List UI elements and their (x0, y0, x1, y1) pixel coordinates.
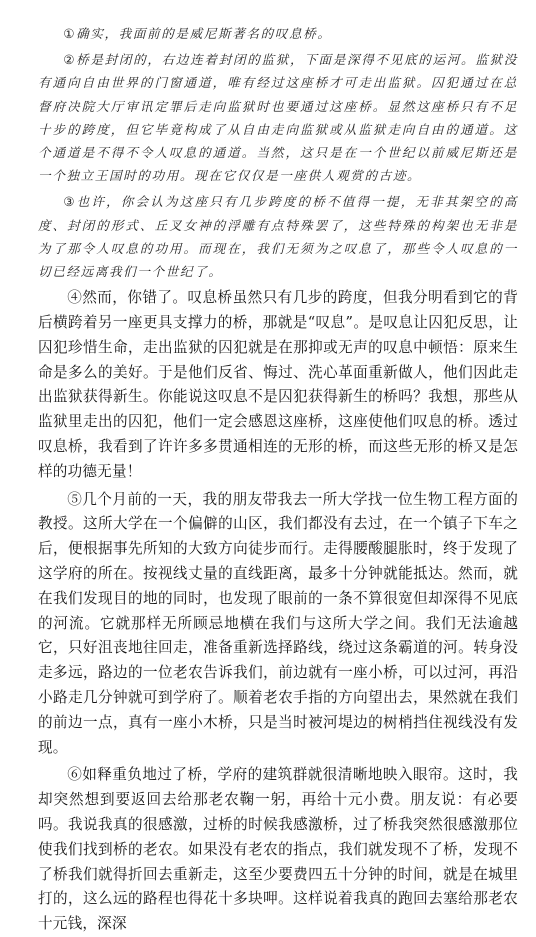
paragraph-6: ⑥如释重负地过了桥，学府的建筑群就很清晰地映入眼帘。这时，我却突然想到要返回去给那老农鞠一躬，再给十元小费。朋友说：有必要吗。我说我真的很感激，过桥的时候我感激桥，过了桥我突然很感激那位使我们找到桥的老农。如果没有老农的指点，我们就发现不了桥，发现不了桥我们就得折回去重新走，这至少要费四五十分钟的时间，就是在城里打的，这么远的路程也得花十多块呷。这样说着我真的跑回去塞给那老农十元钱，深深 (38, 766, 518, 933)
paragraph-5: ⑤几个月前的一天，我的朋友带我去一所大学找一位生物工程方面的教授。这所大学在一个偏僻的山区，我们都没有去过，在一个镇子下车之后，便根据事先所知的大致方向徒步而行。走得腰酸腿胀时，终于发现了这学府的所在。按视线丈量的直线距离，最多十分钟就能抵达。然而，就在我们发现目的地的同时，也发现了眼前的一条不算很宽但却深得不见底的河流。它就那样无所顾忌地横在我们与这所大学之间。我们无法逾越它，只好沮丧地往回走，准备重新选择路线，绕过这条霸道的河。转身没走多远，路边的一位老农告诉我们，前边就有一座小桥，可以过河，再沿小路走几分钟就可到学府了。顺着老农手指的方向望出去，果然就在我们的前边一点，真有一座小木桥，只是当时被河堤边的树梢挡住视线没有发现。 (38, 490, 518, 756)
paragraph-1: ①确实，我面前的是威尼斯著名的叹息桥。 (63, 26, 332, 41)
paragraph-2: ②桥是封闭的，右边连着封闭的监狱，下面是深得不见底的运河。监狱没有通向自由世界的门窗通道，唯有经过这座桥才可走出监狱。囚犯通过在总督府决院大厅审讯定罪后走向监狱时也要通过这座桥。显然这座桥只有不足十步的跨度，但它毕竟构成了从自由走向监狱或从监狱走向自由的通道。这个通道是不得不令人叹息的通道。当然，这只是在一个世纪以前威尼斯还是一个独立王国时的功用。现在它仅仅是一座供人观赏的古迹。 (38, 52, 518, 184)
paragraph-4: ④然而，你错了。叹息桥虽然只有几步的跨度，但我分明看到它的背后横跨着另一座更具支撑力的桥，那就是“叹息”。是叹息让囚犯反思，让囚犯珍惜生命，走出监狱的囚犯就是在那抑或无声的叹息中顿悟：原来生命是多么的美好。于是他们反省、悔过、洗心革面重新做人，他们因此走出监狱获得新生。你能说这叹息不是囚犯获得新生的桥吗？我想，那些从监狱里走出的囚犯，他们一定会感恩这座桥，这座使他们叹息的桥。透过叹息桥，我看到了许许多多贯通相连的无形的桥，而这些无形的桥又是怎样的功德无量！ (38, 289, 518, 480)
paragraph-3: ③也许，你会认为这座只有几步跨度的桥不值得一提，无非其架空的高度、封闭的形式、丘叉女神的浮雕有点特殊罢了，这些特殊的构架也无非是为了那令人叹息的功用。而现在，我们无须为之叹息了，那些令人叹息的一切已经远离我们一个世纪了。 (38, 194, 518, 280)
